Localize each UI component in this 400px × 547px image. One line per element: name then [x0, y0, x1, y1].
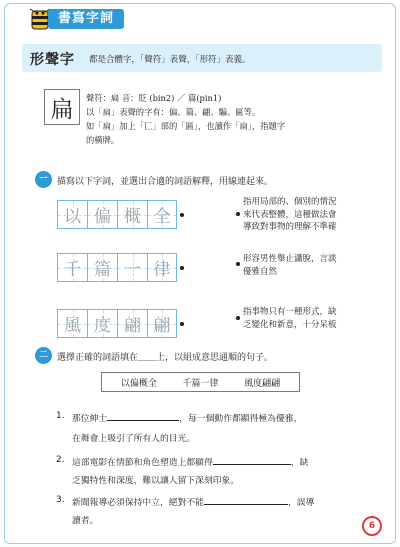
question-text: 這部電影在情節和角色塑造上都顯得 ，缺 — [72, 458, 309, 468]
meaning-option: 形容男性舉止瀟脫，言談 優雅自然 — [243, 254, 337, 277]
intro-description: 都是合體字，「聲符」表聲，「形符」表義。 — [89, 55, 251, 65]
tracing-grid-row[interactable] — [57, 253, 177, 282]
question-number: 3. — [56, 495, 65, 505]
word-option: 千篇一律 — [182, 378, 219, 389]
tracing-grid-row[interactable] — [57, 309, 177, 338]
intro-title: 形聲字 — [30, 52, 75, 68]
tracing-cell[interactable]: 篇 — [87, 253, 117, 282]
word-option: 以偏概全 — [120, 378, 157, 389]
section-instruction: 選擇正確的詞語填在＿＿上，以組成意思通順的句子。 — [57, 353, 274, 363]
connector-dot[interactable] — [236, 262, 240, 266]
tracing-cell[interactable]: 律 — [147, 253, 177, 282]
question-text: 讀者。 — [72, 516, 99, 526]
page-title: 書寫字詞 — [48, 9, 124, 29]
tracing-cell[interactable]: 翩 — [147, 309, 177, 338]
section-badge: 二 — [35, 347, 52, 364]
connector-dot[interactable] — [180, 213, 184, 217]
answer-blank[interactable] — [204, 496, 288, 505]
tracing-cell[interactable]: 度 — [87, 309, 117, 338]
tracing-cell[interactable]: 全 — [147, 200, 177, 229]
page-number: 6 — [362, 516, 382, 536]
tracing-grid-row[interactable] — [57, 200, 177, 229]
tracing-cell[interactable]: 風 — [57, 309, 87, 338]
question-number: 1. — [56, 411, 65, 421]
meaning-option: 指事物只有一種形式，缺 乏變化和新意，十分呆板 — [243, 307, 337, 330]
question-text: 在舞會上吸引了所有人的目光。 — [72, 434, 196, 444]
connector-dot[interactable] — [180, 322, 184, 326]
character-line: 的橫牌。 — [86, 135, 120, 145]
tracing-cell[interactable]: 以 — [57, 200, 87, 229]
tracing-cell[interactable]: 一 — [117, 253, 147, 282]
tracing-cell[interactable]: 概 — [117, 200, 147, 229]
answer-blank[interactable] — [213, 456, 291, 465]
word-option: 風度翩翩 — [244, 378, 281, 389]
connector-dot[interactable] — [236, 212, 240, 216]
section-instruction: 描寫以下字詞，並選出合適的詞語解釋，用線連起來。 — [57, 177, 274, 187]
meaning-option: 指用局部的、個別的情況 來代表整體，這種做法會 導致對事物的理解不準確 — [243, 197, 337, 232]
section-badge: 一 — [35, 171, 52, 188]
character-line: 以「扁」表聲的字有：偏、篇、翩、騙、匾等。 — [86, 107, 261, 117]
word-bank — [101, 372, 300, 392]
question-text: 那位紳士 ，每一個動作都顯得極為優雅， — [72, 414, 303, 424]
question-text: 新聞報導必須保持中立，絕對不能 ，誤導 — [72, 498, 315, 508]
character-line: 聲符：扁 音：貶 (bin2) ／ 篇(pin1) — [86, 93, 222, 103]
featured-character: 扁 — [44, 89, 80, 125]
question-number: 2. — [56, 455, 65, 465]
tracing-cell[interactable]: 偏 — [87, 200, 117, 229]
tracing-cell[interactable]: 千 — [57, 253, 87, 282]
connector-dot[interactable] — [236, 316, 240, 320]
character-line: 如「扁」加上「匸」部的「匾」，也讀作「扁」，指題字 — [86, 121, 286, 131]
answer-blank[interactable] — [107, 412, 179, 421]
connector-dot[interactable] — [180, 266, 184, 270]
question-text: 乏獨特性和深度，難以讓人留下深刻印象。 — [72, 476, 240, 486]
tracing-cell[interactable]: 翩 — [117, 309, 147, 338]
